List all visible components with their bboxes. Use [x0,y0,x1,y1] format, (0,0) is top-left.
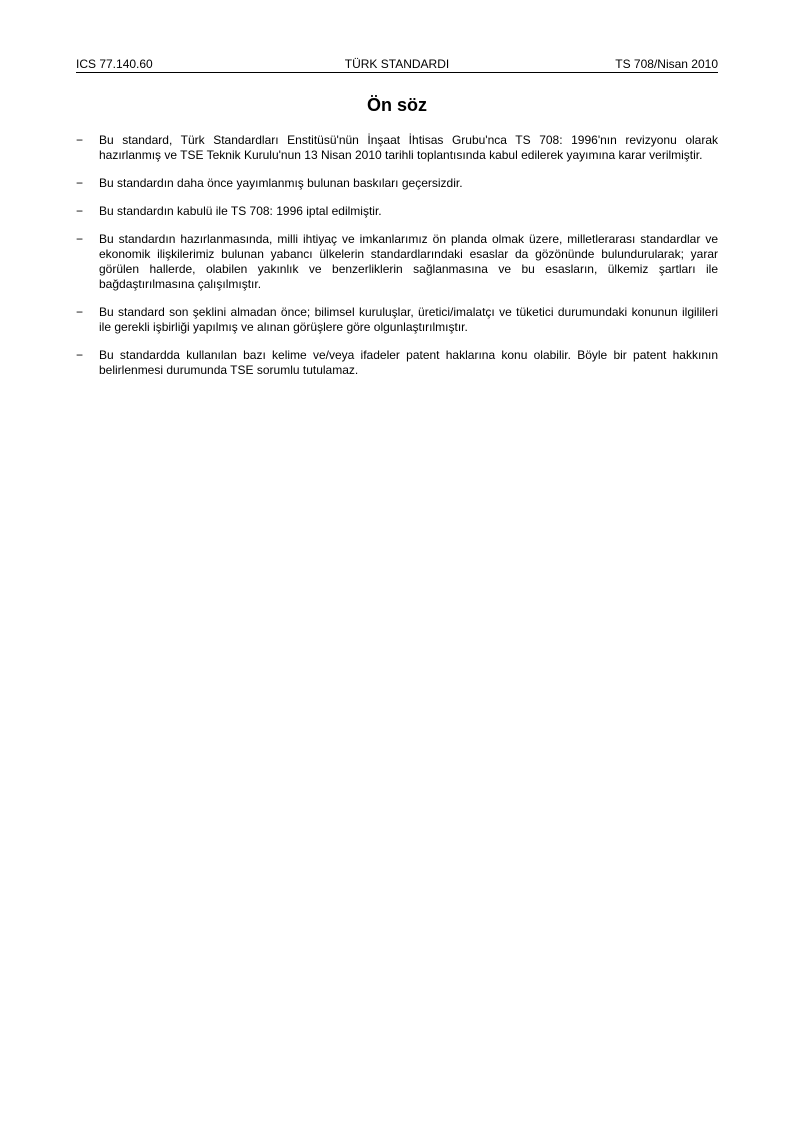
bullet-dash: − [76,305,84,319]
page-header [76,56,718,73]
page-title: Ön söz [366,95,427,115]
standard-code: TS 708/Nisan 2010 [615,57,718,71]
list-item [76,348,718,378]
ics-code: ICS 77.140.60 [76,57,153,71]
list-item-text: Bu standardın kabulü ile TS 708: 1996 iptal edilmiştir. [99,204,382,218]
list-item-text: Bu standardda kullanılan bazı kelime ve/veya ifadeler patent haklarına konu olabilir. Böyle bir patent hakkının belirlenmesi durumunda TSE sorumlu tutulamaz. [99,348,718,377]
bullet-dash: − [76,232,84,246]
list-item [76,176,718,191]
list-item [76,305,718,335]
bullet-dash: − [76,348,84,362]
bullet-dash: − [76,133,84,147]
header-standard-label: TÜRK STANDARDI [344,57,450,71]
list-item [76,232,718,292]
list-item-text: Bu standardın hazırlanmasında, milli ihtiyaç ve imkanlarımız ön planda olmak üzere, milletlerarası standardlar ve ekonomik ilişkilerimiz bulunan yabancı ülkelerin standardlarındaki esaslar da gözönünde bulundurularak; yarar görülen hallerde, olabilen yakınlık ve benzerliklerin sağlanmasına ve bu esasların, ülkemiz şartları ile bağdaştırılmasına çalışılmıştır. [99,232,718,291]
bullet-dash: − [76,176,84,190]
bullet-dash: − [76,204,84,218]
list-item-text: Bu standardın daha önce yayımlanmış bulunan baskıları geçersizdir. [99,176,463,190]
foreword-list [76,133,718,391]
list-item [76,133,718,163]
list-item [76,204,718,219]
list-item-text: Bu standard, Türk Standardları Enstitüsü'nün İnşaat İhtisas Grubu'nca TS 708: 1996'nın revizyonu olarak hazırlanmış ve TSE Teknik Kurulu'nun 13 Nisan 2010 tarihli toplantısında kabul edilerek yayımına karar verilmiştir. [99,133,718,162]
list-item-text: Bu standard son şeklini almadan önce; bilimsel kuruluşlar, üretici/imalatçı ve tüketici durumundaki konunun ilgilileri ile gerekli işbirliği yapılmış ve alınan görüşlere göre olgunlaştırılmıştır. [99,305,718,334]
